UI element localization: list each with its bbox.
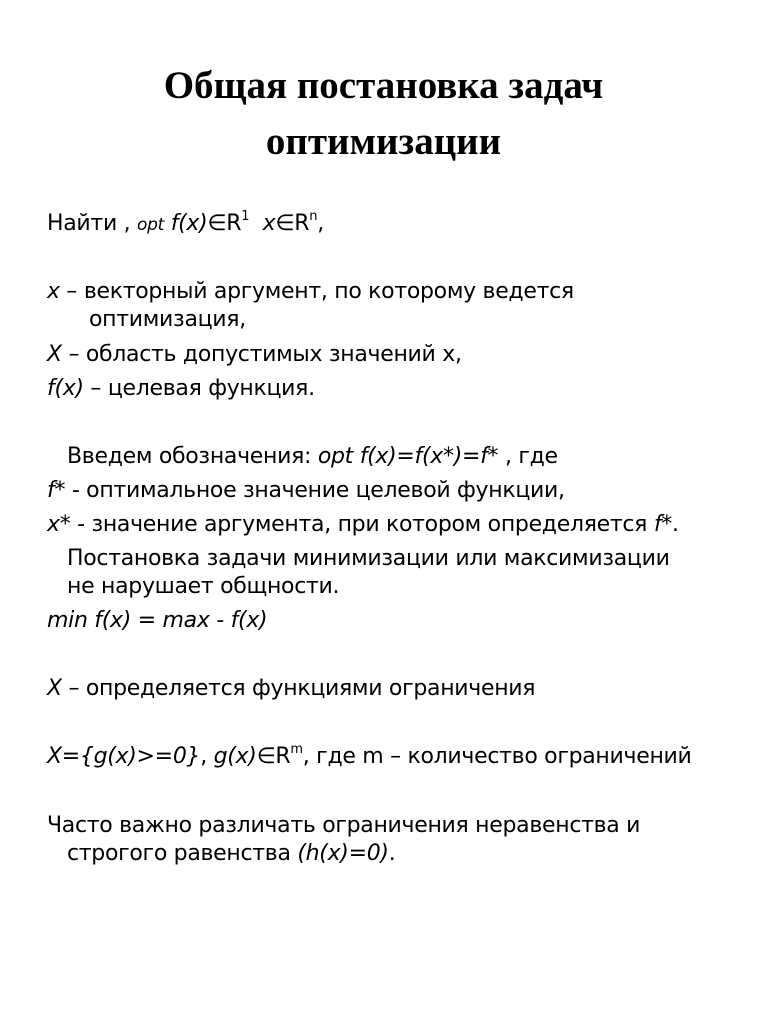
find-in2: ∈R — [275, 211, 310, 236]
find-sup1: 1 — [241, 209, 250, 224]
X-definition-text: – область допустимых значений х, — [61, 342, 462, 367]
X-set-gx: g(x) — [213, 744, 257, 769]
X-set-text: , где m – количество ограничений — [302, 744, 692, 769]
X-constraints-text: – определяется функциями ограничения — [61, 676, 536, 701]
X-set-in: ∈R — [256, 744, 291, 769]
title-line-2: оптимизации — [265, 120, 502, 163]
statement-text-2: не нарушает общности. — [67, 574, 340, 599]
often-text-2: строгого равенства — [67, 841, 298, 866]
find-opt: opt — [137, 215, 164, 235]
often-line-2 — [47, 839, 395, 869]
x-definition — [47, 277, 574, 307]
slide-title — [0, 58, 767, 170]
f-definition-text: – целевая функция. — [83, 376, 315, 401]
often-line-1 — [47, 811, 640, 841]
X-constraints-symbol: X — [47, 676, 62, 701]
intro-tail: , где — [498, 444, 558, 469]
fstar-definition-text: - оптимальное значение целевой функции, — [65, 478, 565, 503]
often-tail: . — [388, 841, 396, 866]
title-line-1: Общая постановка задач — [163, 64, 604, 107]
statement-line-1 — [47, 544, 670, 574]
minmax-expr: min f(x) = max - f(x) — [47, 608, 268, 633]
intro-text: Введем обозначения: — [67, 444, 318, 469]
find-sup2: n — [309, 209, 318, 224]
find-fx: f(x) — [170, 211, 208, 236]
X-constraints-line — [47, 674, 535, 704]
X-set-sup: m — [290, 742, 303, 757]
often-expr: (h(x)=0) — [297, 841, 389, 866]
xstar-definition-text: - значение аргумента, при котором определяется — [70, 512, 654, 537]
x-definition-cont — [47, 305, 246, 335]
find-x: x — [262, 211, 276, 236]
find-line — [47, 209, 324, 240]
f-symbol: f(x) — [47, 376, 84, 401]
fstar-definition — [47, 476, 565, 506]
find-in1: ∈R — [207, 211, 242, 236]
X-set-line — [47, 742, 692, 772]
intro-expr: opt f(x)=f(x*)=f* — [317, 444, 499, 469]
find-tail: , — [317, 211, 324, 236]
xstar-tail: . — [671, 512, 679, 537]
x-definition-text: – векторный аргумент, по которому ведется — [59, 279, 574, 304]
xstar-fstar: f* — [653, 512, 672, 537]
statement-line-2 — [47, 572, 339, 602]
xstar-symbol: x* — [47, 512, 71, 537]
x-symbol: x — [47, 279, 60, 304]
X-symbol: X — [47, 342, 62, 367]
xstar-definition — [47, 510, 679, 540]
X-definition — [47, 340, 462, 370]
statement-text-1: Постановка задачи минимизации или максимизации — [67, 546, 670, 571]
often-text-1: Часто важно различать ограничения неравенства и — [47, 813, 641, 838]
x-definition-cont-text: оптимизация, — [89, 307, 246, 332]
f-definition — [47, 374, 315, 404]
X-set-expr: X={g(x)>=0} — [47, 744, 201, 769]
X-set-comma: , — [200, 744, 214, 769]
find-lead: Найти , — [47, 211, 138, 236]
minmax-line — [47, 606, 267, 636]
fstar-symbol: f* — [47, 478, 66, 503]
intro-line — [47, 442, 558, 472]
